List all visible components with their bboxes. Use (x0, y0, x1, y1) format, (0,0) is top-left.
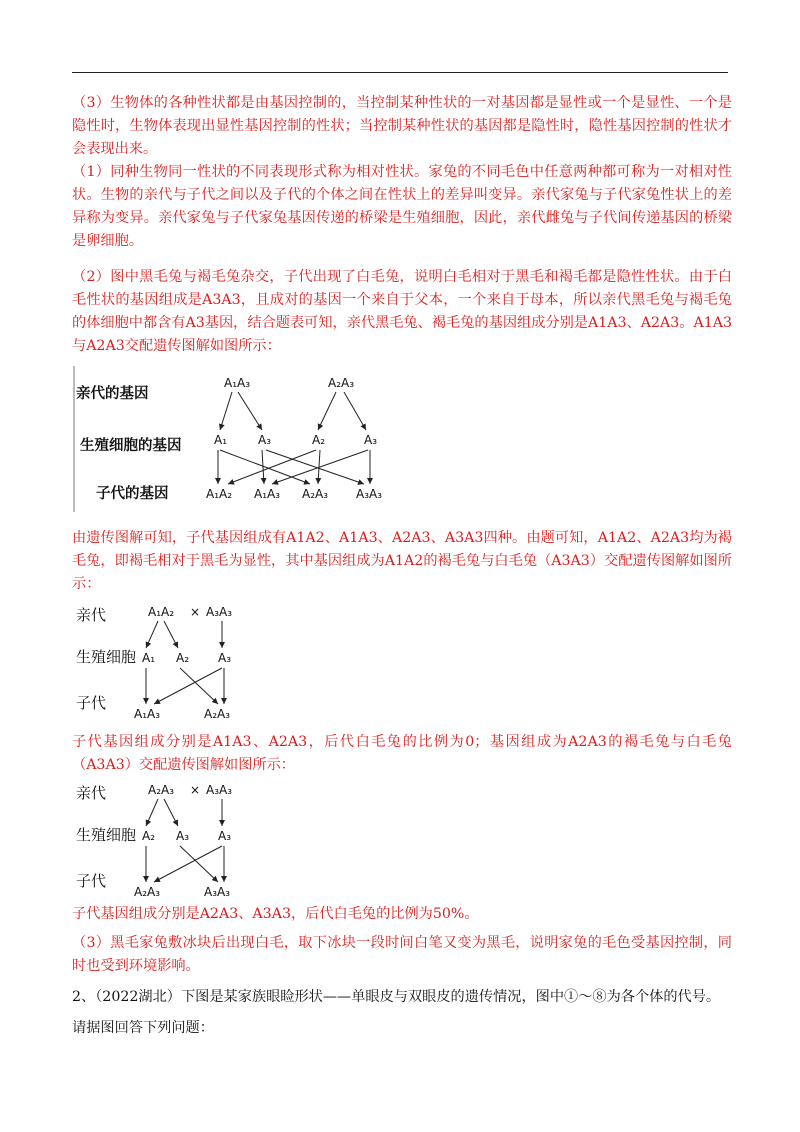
cross-symbol: × (190, 605, 201, 619)
label-offspring: 子代 (76, 694, 107, 712)
paragraph-explanation-2: 子代基因组成分别是A1A3、A2A3，后代白毛兔的比例为0；基因组成为A2A3的褐毛兔与白毛兔（A3A3）交配遗传图解如图所示： (72, 734, 732, 773)
paragraph-answer-2: （2）图中黑毛兔与褐毛兔杂交，子代出现了白毛兔，说明白毛相对于黑毛和褐毛都是隐性性状。由于白毛性状的基因组成是A3A3，且成对的基因一个来自于父本，一个来自于母本，所以亲代黑毛兔与褐毛兔的体细胞中都含有A3基因，结合题表可知，亲代黑毛兔、褐毛兔的基因组成分别是A1A3、A2A3。A1A3与A2A3交配遗传图解如图所示： (72, 269, 732, 354)
label-parent: 亲代 (76, 784, 107, 802)
offspring-gene-2: A₂A₃ (204, 707, 231, 721)
label-gamete-genes: 生殖细胞的基因 (80, 438, 182, 454)
gamete-gene-1: A₁ (142, 651, 156, 665)
gamete-gene-3: A₃ (218, 829, 232, 843)
paragraph-answer-1: （1）同种生物同一性状的不同表现形式称为相对性状。家兔的不同毛色中任意两种都可称为一对相对性状。生物的亲代与子代之间以及子代的个体之间在性状上的差异叫变异。亲代家兔与子代家兔性状上的差异称为变异。亲代家兔与子代家兔基因传递的桥梁是生殖细胞，因此，亲代雌兔与子代间传递基因的桥梁是卵细胞。 (72, 164, 732, 249)
offspring-gene-2: A₃A₃ (204, 885, 231, 899)
gamete-gene-4: A₃ (364, 433, 378, 447)
label-offspring: 子代 (76, 872, 107, 890)
header-rule (72, 72, 728, 73)
gamete-gene-3: A₂ (312, 433, 326, 447)
parent-gene-1: A₁A₂ (148, 605, 175, 619)
gamete-gene-2: A₃ (176, 829, 190, 843)
label-offspring-genes: 子代的基因 (96, 486, 169, 502)
parent-gene-2: A₃A₃ (206, 605, 233, 619)
gamete-gene-1: A₁ (214, 433, 228, 447)
offspring-gene-1: A₂A₃ (134, 885, 161, 899)
label-parent-genes: 亲代的基因 (76, 386, 149, 402)
label-parent: 亲代 (76, 606, 107, 624)
question-2-text: 2、（2022湖北）下图是某家族眼睑形状——单眼皮与双眼皮的遗传情况，图中①～⑧为各个体的代号。 (72, 989, 721, 1005)
genetic-diagram-1 (72, 366, 402, 512)
label-gamete: 生殖细胞 (76, 826, 137, 844)
gamete-gene-3: A₃ (218, 651, 232, 665)
parent-gene-2: A₃A₃ (206, 783, 233, 797)
cross-symbol: × (190, 783, 201, 797)
offspring-gene-3: A₂A₃ (302, 487, 329, 501)
gamete-gene-2: A₂ (176, 651, 190, 665)
parent-gene-1: A₂A₃ (148, 783, 175, 797)
gamete-gene-1: A₂ (142, 829, 156, 843)
paragraph-answer-3: （3）生物体的各种性状都是由基因控制的，当控制某种性状的一对基因都是显性或一个是显性、一个是隐性时，生物体表现出显性基因控制的性状；当控制某种性状的基因都是隐性时，隐性基因控制的性状才会表现出来。 (72, 95, 732, 157)
gamete-gene-2: A₃ (258, 433, 272, 447)
paragraph-answer-env: （3）黑毛家兔敷冰块后出现白毛，取下冰块一段时间白笔又变为黑毛，说明家兔的毛色受基因控制，同时也受到环境影响。 (72, 935, 732, 974)
offspring-gene-2: A₁A₃ (254, 487, 281, 501)
parent-gene-2: A₂A₃ (328, 376, 355, 390)
offspring-gene-4: A₃A₃ (356, 487, 383, 501)
question-2-prompt: 请据图回答下列问题： (72, 1020, 214, 1036)
genetic-diagram-2 (72, 600, 272, 724)
paragraph-explanation-1: 由遗传图解可知，子代基因组成有A1A2、A1A3、A2A3、A3A3四种。由题可知，A1A2、A2A3均为褐毛兔，即褐毛相对于黑毛为显性，其中基因组成为A1A2的褐毛兔与白毛兔（A3A3）交配遗传图解如图所示： (72, 530, 732, 592)
genetic-diagram-3 (72, 778, 272, 902)
offspring-gene-1: A₁A₂ (206, 487, 233, 501)
parent-gene-1: A₁A₃ (224, 376, 251, 390)
paragraph-result: 子代基因组成分别是A2A3、A3A3，后代白毛兔的比例为50%。 (72, 906, 479, 922)
label-gamete: 生殖细胞 (76, 648, 137, 666)
offspring-gene-1: A₁A₃ (134, 707, 161, 721)
